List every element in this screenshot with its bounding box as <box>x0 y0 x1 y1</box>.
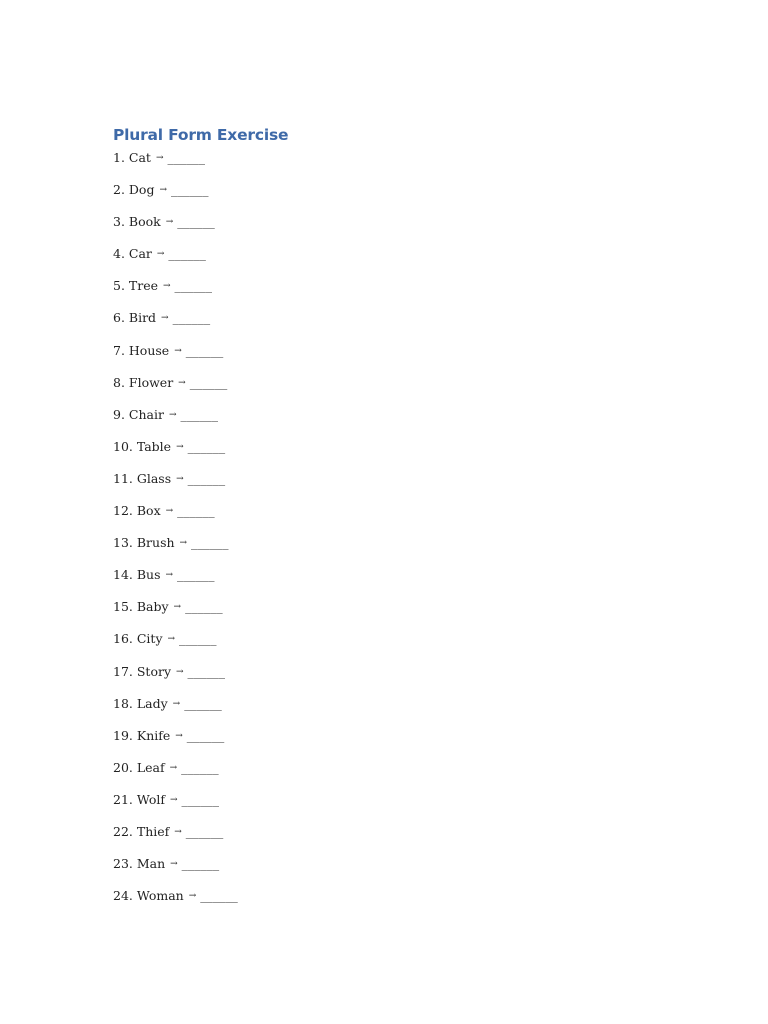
exercise-word: 14. Bus <box>113 567 161 583</box>
arrow-icon: → <box>156 249 164 260</box>
exercise-word: 15. Baby <box>113 599 169 615</box>
exercise-word: 1. Cat <box>113 150 151 165</box>
exercise-word: 8. Flower <box>113 374 174 390</box>
arrow-icon: → <box>169 762 177 773</box>
exercise-word: 5. Tree <box>113 278 159 294</box>
answer-blank: ______ <box>186 727 225 743</box>
exercise-word: 6. Bird <box>113 310 157 326</box>
exercise-item <box>113 180 238 212</box>
arrow-icon: → <box>175 730 182 741</box>
exercise-word: 3. Book <box>113 214 161 230</box>
exercise-word: 22. Thief <box>113 823 170 839</box>
arrow-icon: → <box>179 538 187 549</box>
exercise-word: 10. Table <box>113 438 172 454</box>
answer-blank: ______ <box>181 791 220 807</box>
exercise-word: 20. Leaf <box>113 759 165 775</box>
arrow-icon: → <box>163 281 170 292</box>
answer-blank: ______ <box>167 150 205 165</box>
exercise-item <box>113 790 238 822</box>
arrow-icon: → <box>168 409 176 420</box>
answer-blank: ______ <box>185 823 224 839</box>
arrow-icon: → <box>173 602 181 613</box>
exercise-item <box>113 212 238 244</box>
exercise-item <box>113 758 238 790</box>
exercise-word: 7. House <box>113 342 170 358</box>
arrow-icon: → <box>159 185 166 196</box>
exercise-item <box>113 694 238 726</box>
exercise-item <box>113 822 238 854</box>
arrow-icon: → <box>161 313 168 324</box>
answer-blank: ______ <box>174 278 213 294</box>
exercise-item <box>113 662 238 694</box>
arrow-icon: → <box>188 891 196 902</box>
answer-blank: ______ <box>177 214 215 230</box>
arrow-icon: → <box>176 473 183 484</box>
exercise-item <box>113 854 238 886</box>
answer-blank: ______ <box>184 695 222 711</box>
arrow-icon: → <box>170 794 177 805</box>
answer-blank: ______ <box>185 342 224 358</box>
exercise-item <box>113 437 238 469</box>
exercise-word: 21. Wolf <box>113 791 166 807</box>
exercise-word: 16. City <box>113 631 163 647</box>
exercise-word: 9. Chair <box>113 406 164 422</box>
answer-blank: ______ <box>172 310 211 326</box>
answer-blank: ______ <box>185 599 223 615</box>
answer-blank: ______ <box>181 759 219 775</box>
exercise-item <box>113 629 238 661</box>
answer-blank: ______ <box>181 856 220 872</box>
exercise-item <box>113 501 238 533</box>
exercise-item <box>113 341 238 373</box>
arrow-icon: → <box>165 570 173 581</box>
answer-blank: ______ <box>187 663 226 679</box>
arrow-icon: → <box>165 506 173 517</box>
answer-blank: ______ <box>187 438 226 454</box>
exercise-item <box>113 244 238 276</box>
exercise-word: 23. Man <box>113 856 166 872</box>
exercise-item <box>113 565 238 597</box>
arrow-icon: → <box>174 345 181 356</box>
answer-blank: ______ <box>180 406 218 422</box>
exercise-word: 12. Box <box>113 503 161 519</box>
answer-blank: ______ <box>170 182 209 198</box>
exercise-item <box>113 597 238 629</box>
answer-blank: ______ <box>177 567 215 583</box>
page-title: Plural Form Exercise <box>113 126 289 144</box>
exercise-word: 17. Story <box>113 663 172 679</box>
answer-blank: ______ <box>191 535 229 551</box>
answer-blank: ______ <box>177 503 215 519</box>
answer-blank: ______ <box>189 374 228 390</box>
arrow-icon: → <box>155 153 163 163</box>
exercise-list <box>113 148 238 918</box>
arrow-icon: → <box>176 666 183 677</box>
arrow-icon: → <box>178 377 185 388</box>
exercise-word: 18. Lady <box>113 695 168 711</box>
exercise-word: 13. Brush <box>113 535 175 551</box>
exercise-word: 4. Car <box>113 246 152 262</box>
exercise-item <box>113 148 238 180</box>
arrow-icon: → <box>165 217 173 228</box>
exercise-item <box>113 276 238 308</box>
exercise-word: 19. Knife <box>113 727 171 743</box>
arrow-icon: → <box>167 634 175 645</box>
exercise-item <box>113 726 238 758</box>
answer-blank: ______ <box>187 470 226 486</box>
exercise-item <box>113 308 238 340</box>
arrow-icon: → <box>172 698 180 709</box>
exercise-word: 24. Woman <box>113 888 184 904</box>
answer-blank: ______ <box>168 246 206 262</box>
answer-blank: ______ <box>200 888 238 904</box>
exercise-item <box>113 533 238 565</box>
arrow-icon: → <box>176 441 183 452</box>
exercise-item <box>113 373 238 405</box>
exercise-word: 2. Dog <box>113 182 155 198</box>
exercise-item <box>113 469 238 501</box>
exercise-item <box>113 886 238 918</box>
arrow-icon: → <box>174 826 181 837</box>
exercise-item <box>113 405 238 437</box>
exercise-word: 11. Glass <box>113 470 172 486</box>
arrow-icon: → <box>170 859 177 870</box>
answer-blank: ______ <box>179 631 217 647</box>
